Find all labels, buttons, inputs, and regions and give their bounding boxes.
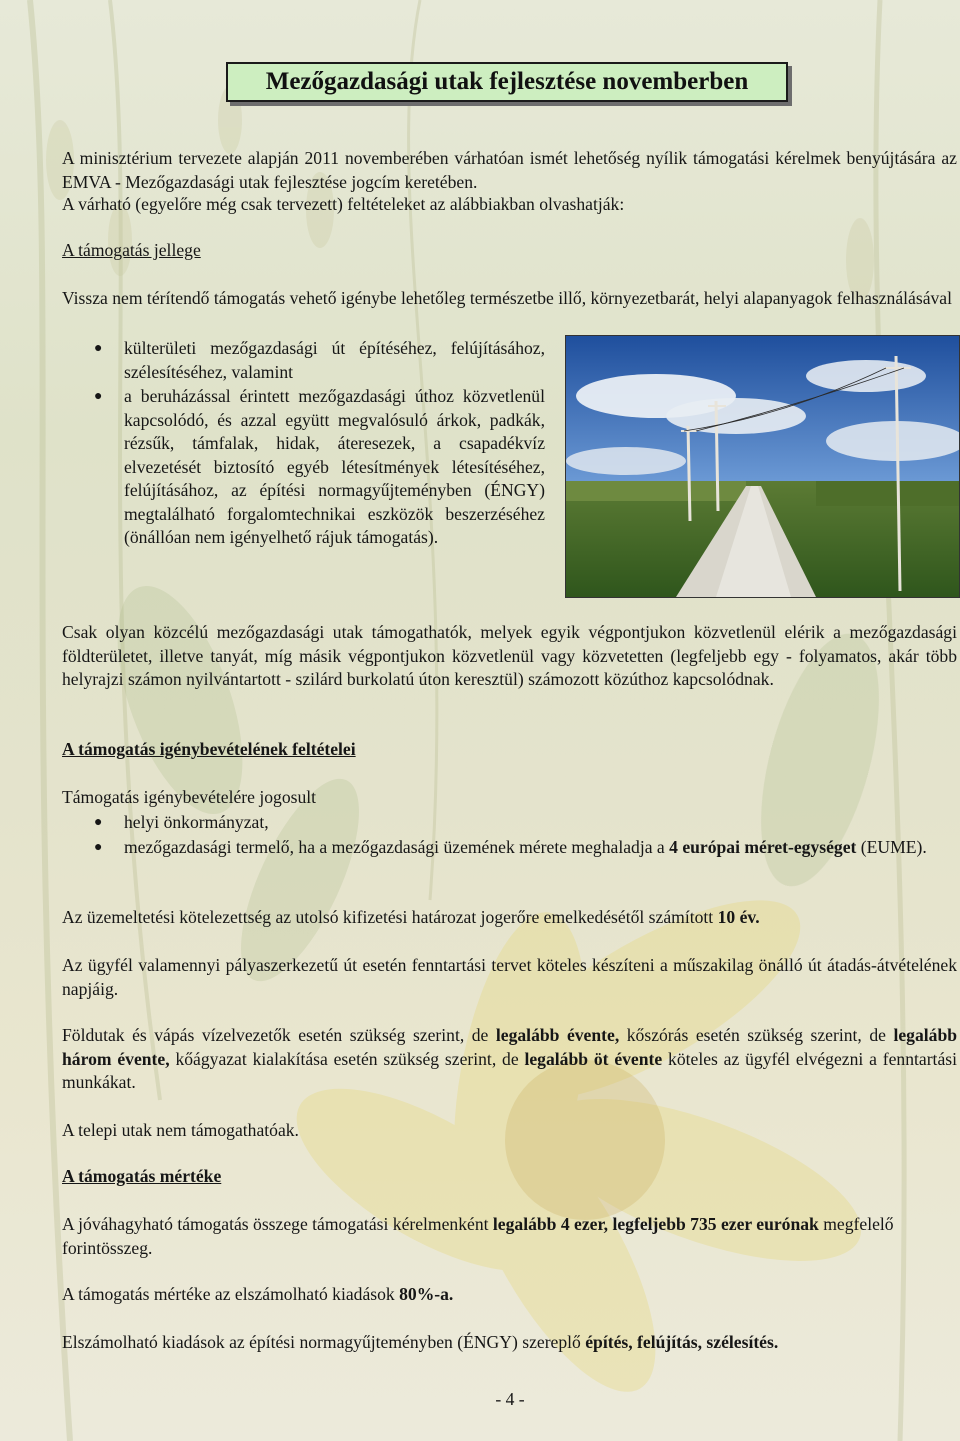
- page-number: - 4 -: [495, 1389, 525, 1409]
- support-description: Vissza nem térítendő támogatás vehető igénybe lehetőleg természetbe illő, környezetbarát, helyi alapanyagok felhasználásával: [62, 288, 952, 308]
- section-heading-feltetelei: A támogatás igénybevételének feltételei: [62, 739, 356, 759]
- intro-paragraph: A minisztérium tervezete alapján 2011 novemberében várhatóan ismét lehetőség nyílik támogatási kérelmek benyújtására az EMVA - Mezőgazdasági utak fejlesztése jogcím keretében.: [62, 148, 957, 192]
- maintenance-plan-paragraph: Az ügyfél valamennyi pályaszerkezetű út esetén fenntartási tervet köteles készíteni a műszakilag önálló út átadás-átvételének napjáig.: [62, 955, 957, 999]
- eligible-roads-paragraph: Csak olyan közcélú mezőgazdasági utak támogathatók, melyek egyik végpontjukon közvetlenül elérik a mezőgazdasági földterületet, illetve tanyát, míg másik végpontjukon közvetlenül vagy közvetetten (legfeljebb egy - folyamatos, akár több helyrajzi számon nyilvántartott - szilárd burkolatú úton keresztül) számozott közúthoz kapcsolódnak.: [62, 622, 957, 689]
- rural-road-photo: [565, 335, 960, 598]
- eligibility-intro: Támogatás igénybevételére jogosult: [62, 787, 317, 807]
- page-title: Mezőgazdasági utak fejlesztése novemberben: [226, 62, 788, 102]
- bullet-marker: ●: [94, 341, 103, 356]
- bullet-marker: ●: [94, 840, 103, 855]
- road-photo-image: [566, 336, 959, 597]
- intro-subline: A várható (egyelőre még csak tervezett) feltételeket az alábbiakban olvashatják:: [62, 194, 625, 214]
- list-item: helyi önkormányzat,: [124, 812, 269, 832]
- support-amount-paragraph: A jóváhagyható támogatás összege támogatási kérelmenként legalább 4 ezer, legfeljebb 735 ezer eurónak megfelelő forintösszeg.: [62, 1214, 894, 1258]
- list-item: külterületi mezőgazdasági út építéséhez, felújításához, szélesítéséhez, valamint: [124, 338, 545, 382]
- section-heading-jellege: A támogatás jellege: [62, 240, 201, 260]
- list-item: a beruházással érintett mezőgazdasági úthoz közvetlenül kapcsolódó, és azzal együtt megvalósuló árkok, padkák, rézsűk, támfalak, hidak, áteresezek, a csapadékvíz elvezetését biztosító egyéb létesítmények létesítéséhez, felújításához, az építési normagyűjteményben (ÉNGY) megtalálható forgalomtechnikai eszközök beszerzéséhez (önállóan nem igényelhető rájuk támogatás).: [124, 386, 545, 547]
- bullet-marker: ●: [94, 815, 103, 830]
- maintenance-frequency-paragraph: Földutak és vápás vízelvezetők esetén szükség szerint, de legalább évente, kőszórás esetén szükség szerint, de legalább három évente, kőágyazat kialakítása esetén szükség szerint, de legalább öt évente köteles az ügyfél elvégezni a fenntartási munkákat.: [62, 1025, 958, 1092]
- section-heading-merteke: A támogatás mértéke: [62, 1166, 222, 1186]
- eligible-costs-paragraph: Elszámolható kiadások az építési normagyűjteményben (ÉNGY) szereplő építés, felújítás, szélesítés.: [62, 1332, 779, 1352]
- settlement-roads-note: A telepi utak nem támogathatóak.: [62, 1120, 299, 1140]
- operating-obligation: Az üzemeltetési kötelezettség az utolsó kifizetési határozat jogerőre emelkedésétől számított 10 év.: [62, 907, 760, 927]
- support-rate-paragraph: A támogatás mértéke az elszámolható kiadások 80%-a.: [62, 1284, 454, 1304]
- bullet-marker: ●: [94, 389, 103, 404]
- list-item: mezőgazdasági termelő, ha a mezőgazdasági üzemének mérete meghaladja a 4 európai méret-egységet (EUME).: [124, 837, 927, 857]
